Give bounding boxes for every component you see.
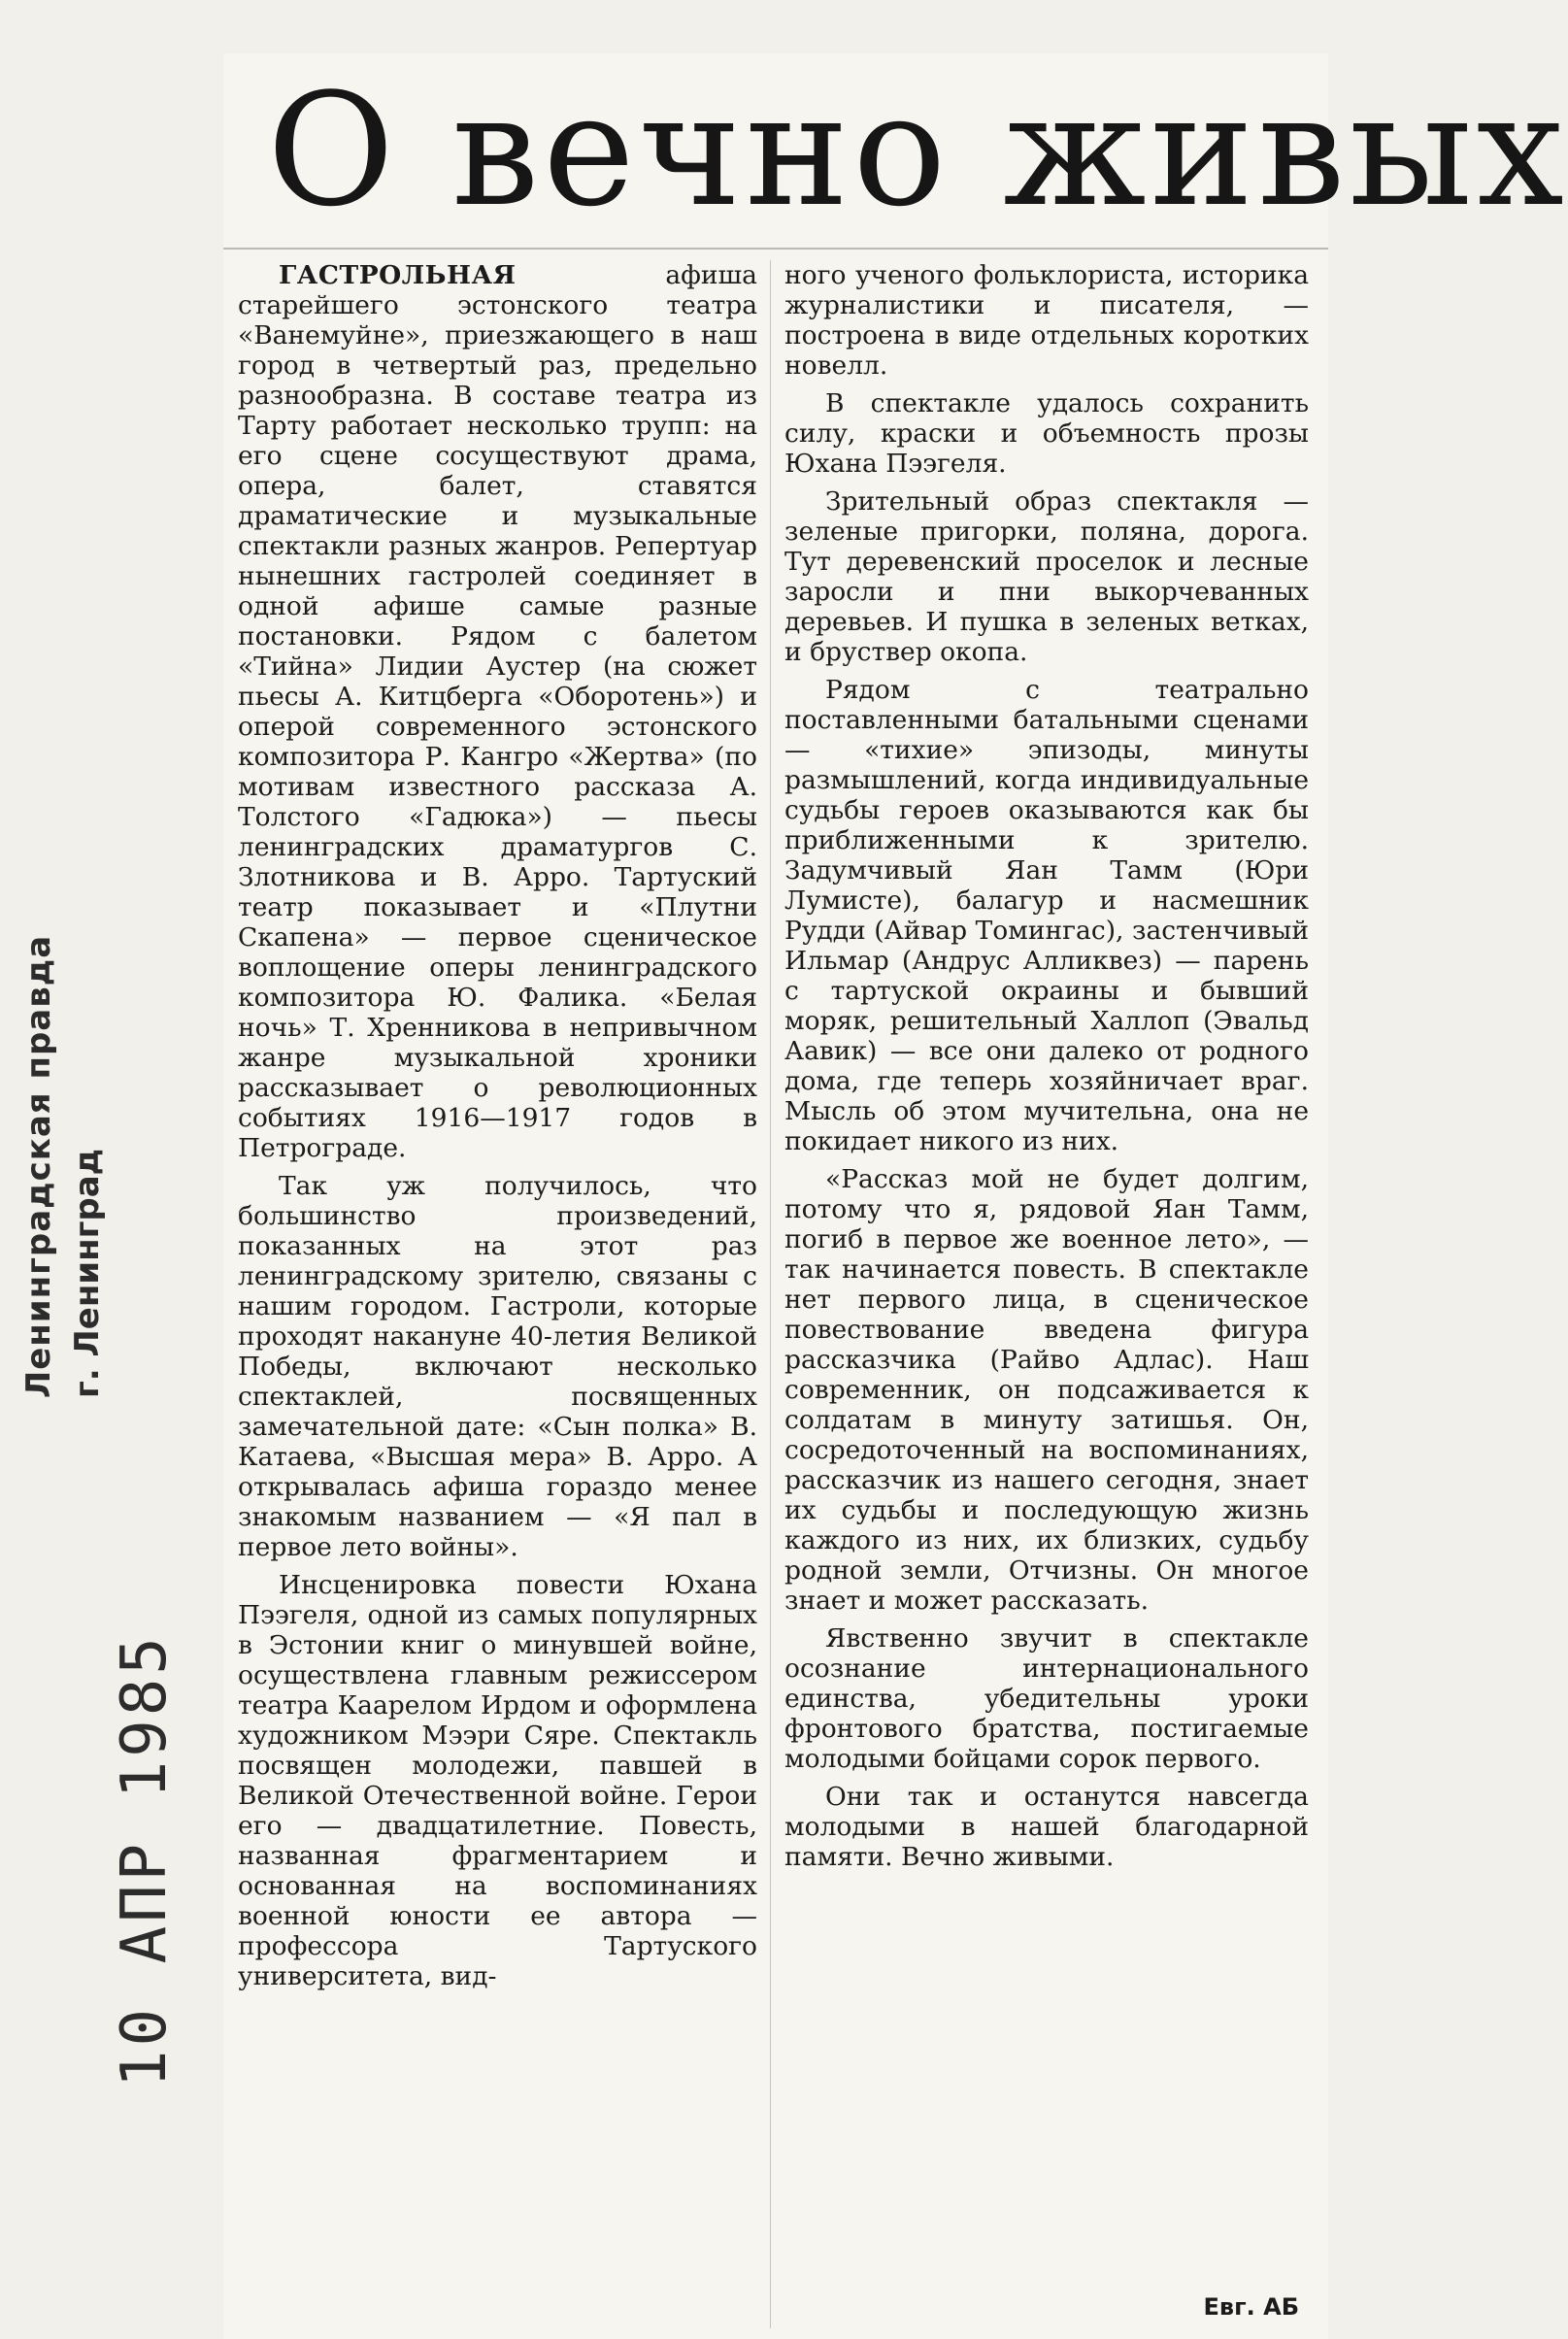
paragraph: Инсценировка повести Юхана Пээгеля, одной из самых популярных в Эстонии книг о минувшей войне, осуществлена главным режиссером театра Каарелом Ирдом и оформлена художником Мээри Сяре. Спектакль посвящен молодежи, павшей в Великой Отечественной войне. Герои его — двадцатилетние. Повесть, названная фрагментарием и основанная на воспоминаниях военной юности ее автора — профессора Тартуского университета, вид- xyxy=(238,1570,757,1991)
paragraph: Явственно звучит в спектакле осознание интернационального единства, убедительны уроки фронтового братства, постигаемые молодыми бойцами сорок первого. xyxy=(784,1623,1309,1774)
column-divider xyxy=(770,260,771,2328)
author-signature: Евг. АБ xyxy=(1203,2293,1299,2321)
city-stamp: г. Ленинград xyxy=(68,1148,107,1398)
paragraph: В спектакле удалось сохранить силу, краски и объемность прозы Юхана Пээгеля. xyxy=(784,388,1309,479)
article-headline: О вечно живых xyxy=(267,59,1568,241)
lead-word: ГАСТРОЛЬНАЯ xyxy=(279,260,517,290)
date-stamp: 10 АПР 1985 xyxy=(109,1633,181,2088)
article-column-left xyxy=(238,260,757,2328)
paragraph: Так уж получилось, что большинство произведений, показанных на этот раз ленинградскому зрителю, связаны с нашим городом. Гастроли, которые проходят накануне 40-летия Великой Победы, включают несколько спектаклей, посвященных замечательной дате: «Сын полка» В. Катаева, «Высшая мера» В. Арро. А открывалась афиша гораздо менее знакомым названием — «Я пал в первое лето войны». xyxy=(238,1171,757,1562)
article-column-right xyxy=(784,260,1309,2328)
paragraph xyxy=(238,260,757,1163)
paragraph: Они так и останутся навсегда молодыми в нашей благодарной памяти. Вечно живыми. xyxy=(784,1782,1309,1872)
paragraph: Зрительный образ спектакля — зеленые пригорки, поляна, дорога. Тут деревенский проселок и лесные заросли и пни выкорчеванных деревьев. И пушка в зеленых ветках, и бруствер окопа. xyxy=(784,486,1309,667)
paragraph: «Рассказ мой не будет долгим, потому что я, рядовой Яан Тамм, погиб в первое же военное лето», — так начинается повесть. В спектакле нет первого лица, в сценическое повествование введена фигура рассказчика (Райво Адлас). Наш современник, он подсаживается к солдатам в минуту затишья. Он, сосредоточенный на воспоминаниях, рассказчик из нашего сегодня, знает их судьбы и последующую жизнь каждого из них, их близких, судьбу родной земли, Отчизны. Он многое знает и может рассказать. xyxy=(784,1164,1309,1616)
paragraph-text: афиша старейшего эстонского театра «Ванемуйне», приезжающего в наш город в четвертый раз, предельно разнообразна. В составе театра из Тарту работает несколько трупп: на его сцене сосуществуют драма, опера, балет, ставятся драматические и музыкальные спектакли разных жанров. Репертуар нынешних гастролей соединяет в одной афише самые разные постановки. Рядом с балетом «Тийна» Лидии Аустер (на сюжет пьесы А. Китцберга «Оборотень») и оперой современного эстонского композитора Р. Кангро «Жертва» (по мотивам известного рассказа А. Толстого «Гадюка») — пьесы ленинградских драматургов С. Злотникова и В. Арро. Тартуский театр показывает и «Плутни Скапена» — первое сценическое воплощение оперы ленинградского композитора Ю. Фалика. «Белая ночь» Т. Хренникова в непривычном жанре музыкальной хроники рассказывает о революционных событиях 1916—1917 годов в Петрограде. xyxy=(238,260,757,1163)
paragraph: Рядом с театрально поставленными батальными сценами — «тихие» эпизоды, минуты размышлений, когда индивидуальные судьбы героев оказываются как бы приближенными к зрителю. Задумчивый Яан Тамм (Юри Лумисте), балагур и насмешник Рудди (Айвар Томингас), застенчивый Ильмар (Андрус Алликвез) — парень с тартуской окраины и бывший моряк, решительный Халлоп (Эвальд Аавик) — все они далеко от родного дома, где теперь хозяйничает враг. Мысль об этом мучительна, она не покидает никого из них. xyxy=(784,675,1309,1156)
headline-divider xyxy=(223,248,1328,250)
newspaper-name-stamp: Ленинградская правда xyxy=(19,934,58,1398)
paragraph-continued: ного ученого фольклориста, историка журналистики и писателя, — построена в виде отдельных коротких новелл. xyxy=(784,260,1309,381)
